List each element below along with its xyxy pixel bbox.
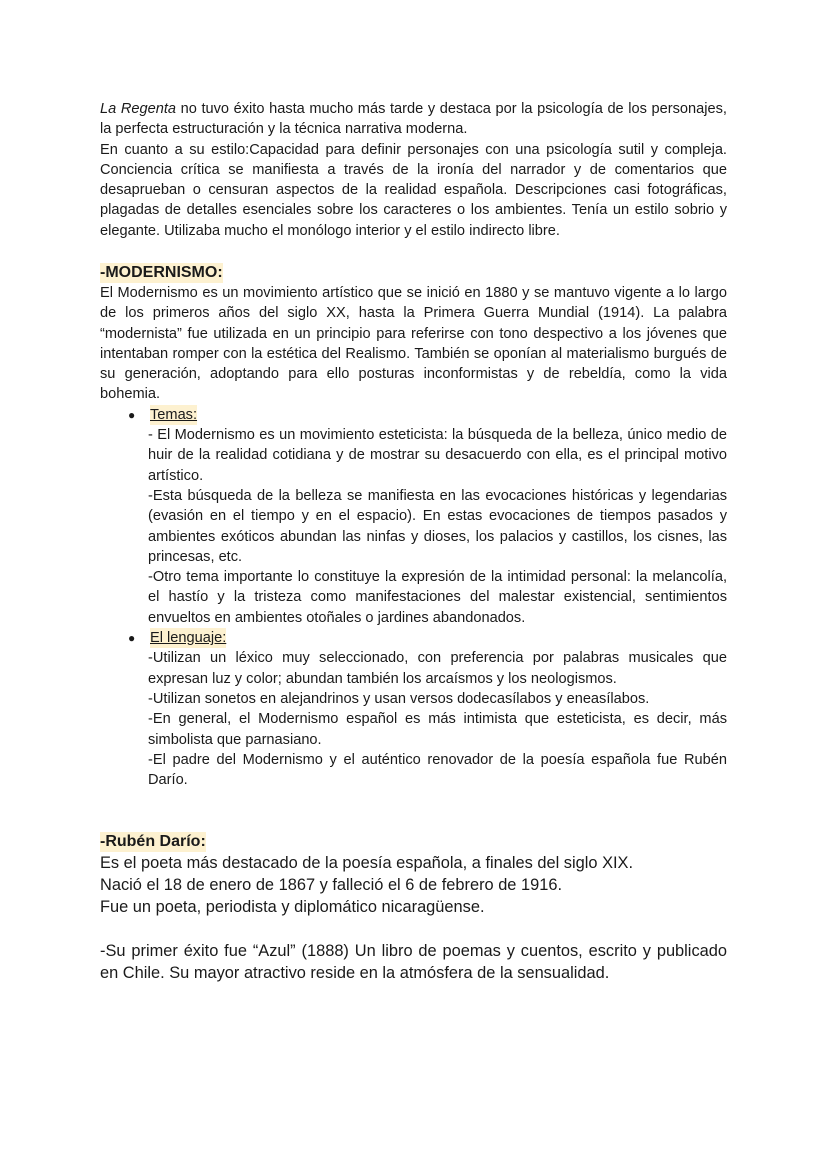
list-item: -Utilizan sonetos en alejandrinos y usan versos dodecasílabos y eneasílabos. [148, 690, 650, 707]
bullet-lenguaje [100, 628, 727, 648]
temas-list [148, 425, 727, 628]
temas-label: Temas: [150, 405, 197, 425]
intro-section [100, 99, 727, 241]
list-item: -Otro tema importante lo constituye la expresión de la intimidad personal: la melancolía, el hastío y la tristeza como manifestaciones del malestar existencial, sentimientos envueltos en ambientes otoñales o jardines abandonados. [148, 569, 727, 626]
list-item: -En general, el Modernismo español es más intimista que esteticista, es decir, más simbolista que parnasiano. [148, 711, 727, 748]
list-item: - El Modernismo es un movimiento esteticista: la búsqueda de la belleza, único medio de huir de la realidad cotidiana y de mostrar su desacuerdo con ella, es el principal motivo artístico. [148, 427, 727, 484]
bullet-temas [100, 405, 727, 425]
ruben-heading: -Rubén Darío: [100, 833, 206, 850]
intro-paragraph [100, 99, 727, 140]
list-item: -Esta búsqueda de la belleza se manifiesta en las evocaciones históricas y legendarias (evasión en el tiempo y en el espacio). En estas evocaciones de tiempos pasados y ambientes exóticos abundan las ninfas y dioses, los palacios y castillos, los cisnes, las princesas, etc. [148, 487, 727, 565]
modernismo-heading: -MODERNISMO: [100, 264, 223, 281]
bullet-icon: ● [128, 631, 136, 646]
intro-title: La Regenta [100, 101, 177, 117]
azul-paragraph: -Su primer éxito fue “Azul” (1888) Un libro de poemas y cuentos, escrito y publicado en Chile. Su mayor atractivo reside en la atmósfera de la sensualidad. [100, 942, 727, 982]
lenguaje-label: El lenguaje: [150, 628, 226, 648]
modernismo-section [100, 263, 727, 790]
modernismo-paragraph: El Modernismo es un movimiento artístico que se inició en 1880 y se mantuvo vigente a lo largo de los primeros años del siglo XX, hasta la Primera Guerra Mundial (1914). La palabra “modernista” fue utilizada en un principio para referirse con tono despectivo a los jóvenes que intentaban romper con la estética del Realismo. También se oponían al materialismo burgués de su generación, adoptando para ello posturas inconformistas y de rebeldía, como la vida bohemia. [100, 285, 727, 403]
ruben-line: Fue un poeta, periodista y diplomático nicaragüense. [100, 898, 485, 916]
style-paragraph: En cuanto a su estilo:Capacidad para definir personajes con una psicología sutil y compleja. Conciencia crítica se manifiesta a través de la ironía del narrador y de comentarios que desaprueban o censuran aspectos de la realidad española. Descripciones casi fotográficas, plagadas de detalles esenciales sobre los caracteres o los ambientes. Tenía un estilo sobrio y elegante. Utilizaba mucho el monólogo interior y el estilo indirecto libre. [100, 141, 727, 239]
ruben-section [100, 832, 727, 984]
lenguaje-list [148, 648, 727, 790]
ruben-line: Es el poeta más destacado de la poesía española, a finales del siglo XIX. [100, 854, 634, 872]
intro-text: no tuvo éxito hasta mucho más tarde y destaca por la psicología de los personajes, la perfecta estructuración y la técnica narrativa moderna. [100, 101, 727, 138]
ruben-line: Nació el 18 de enero de 1867 y falleció el 6 de febrero de 1916. [100, 876, 562, 894]
bullet-icon: ● [128, 407, 136, 422]
list-item: -Utilizan un léxico muy seleccionado, con preferencia por palabras musicales que expresan luz y color; abundan también los arcaísmos y los neologismos. [148, 650, 727, 687]
list-item: -El padre del Modernismo y el auténtico renovador de la poesía española fue Rubén Darío. [148, 751, 727, 789]
